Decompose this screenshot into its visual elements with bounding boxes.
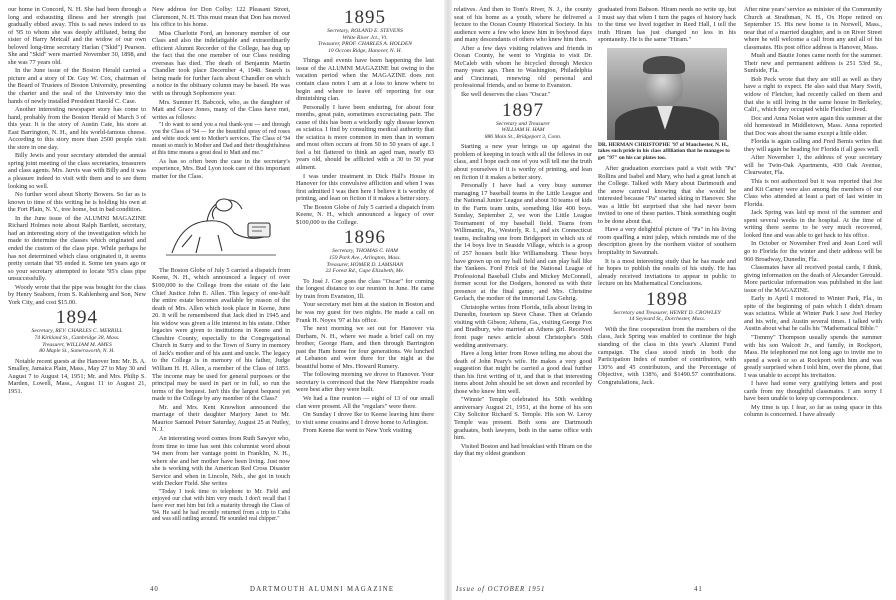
paragraph: To José J. Coe goes the class "Oscar" for coming the longest distance to our reunion in June. He came by train from Evanston, Ill. <box>296 277 434 300</box>
paragraph: Woody wrote that the pipe was bought for the class by Henry Seaborn, from S. Kahlenberg and Son, New York City, and cost $15.00. <box>8 283 146 306</box>
treasurer-line: Treasurer, HOMER D. LAMSHAN <box>326 261 404 268</box>
paragraph: Your secretary met him at the station in Boston and he was my guest for two nights. He made a call on Frank H. Noyes '97 at his office. <box>296 301 434 324</box>
quoted-letter: "Today I took time to telephone to Mr. Field and enjoyed our chat with him very much. I don't recall that I have ever met him but felt a maturity through the Class of '94. He said he had recently returned from a trip to Cuba and was still rattling around. He sounded real chipper." <box>152 488 290 523</box>
paragraph: From Keene Ike went to New York visiting <box>303 427 412 435</box>
paragraph: Personally I have had a very busy summer managing 17 baseball teams in the Little League and the National Junior League and about 30 teams of kids in the Farm team units, something like 400 boys. Sunday, September 2, we won the Little League Tournament of my baseball field. Teams from Willimantic, Pa., Westerly, R. I., and six Connecticut teams, including one from Bridgeport in which six of the 14 boys live in Seaside Village, which is a group of 257 houses built like Williamsburg. These boys have grown up on my ball field and can play ball like the Yankees. Ford Frick of the National League of Professional Baseball Clubs and Mickey McConnell, former scout for the Dodgers, honored us with their presence at the final game; and Mrs. Christine Gerlach, the mother of the immortal Lou Gehrig. <box>454 182 592 303</box>
paragraph: The next morning we set out for Hanover via Durham, N. H., where we made a brief call on my brother, George Ham, and then through Barrington past the Ham home for four generations. We lunched at Lebanon and were there for the night at the beautiful home of Mrs. Howard Rumery. <box>296 325 434 370</box>
left-column-2 <box>152 6 290 580</box>
issue-date: Issue of OCTOBER 1951 <box>456 586 546 593</box>
paragraph: Starting a new year brings us up against the problem of keeping in touch with all the fellows in our class, and I hope each one of you will tell me the truth about yourselves if it is worthy of printing, and lean on fiction if it makes a better story. <box>454 143 592 181</box>
page-number-right: 41 <box>694 586 703 593</box>
paragraph: Personally I have been enduring, for about four months, great pain, sometimes excruciating pain. The cause of this has been a wickedly ugly disease known as sciatica. I find by consulting medical authority that the sciatica is more common in men than in women and most often occurs at from 50 to 50 years of age. I feel a bit flattered to think an aged man, nearly 83 years old, should be afflicted with a 30 to 50 year ailment. <box>296 103 434 172</box>
paragraph: After graduation exercises paid a visit with "Pa" Rollins and Isabel and Mary, who had a great lunch at the College. Talked with Mary about Dartmouth and the snow carnival knowing that she would be interested because "Pa" started skiing in Hanover. She was a little bit surprised that she had never been invited to one of these parties. Think something ought to be done about that. <box>598 164 736 225</box>
secretary-address: 14 Seyward St., Dorchester, Mass. <box>628 316 706 323</box>
paragraph: Jack Spring was laid up most of the summer and spent several weeks in the hospital. At the time of writing there seems to be very much recovered, looked fine and was able to get back to his office. <box>744 209 882 239</box>
paragraph: The Boston Globe of July 5 carried a dispatch from Keene, N. H., which announced a legacy of over $100,000 to the College from the estate of the late Chief Justice John E. Allen. This legacy of one-half the entire estate becomes available by reason of the death of Mrs. Allen which took place in Keene, June 20. It will be remembered that Jack died in 1945 and his widow was given a life interest in his estate. Other legacies were given to institutions in Keene and in Cheshire County, especially to the Congregational Church in Surry and to the Town of Surry in memory of Jack's mother and of his aunt and uncle. The legacy to the College is in memory of his father, Judge William H. H. Allen, a member of the Class of 1855. The income may be used for general purposes or the principal may be used in part or in full, so run the terms of the bequest. Isn't this the largest bequest yet made to the College by any member of the Class? <box>152 266 290 403</box>
paragraph: After a few days visiting relatives and friends in Ocean County, he went to Virginia to visit Dr. McCaleb with whom he bicycled through Mexico many years ago. Then to Washington, Philadelphia and Cincinnati, renewing old personal and professional friends, and so home to Evanston. <box>454 44 592 90</box>
photo-caption: DR. HERMAN CHRISTOPHE '97 of Manchester, N. H., takes such pride in his class affiliation that he manages to get "97" on his car plates too. <box>598 141 730 161</box>
paragraph: In the June issue of the ALUMNI MAGAZINE Richard Holmes note about Ralph Bartlett, secretary, had an interesting story of the investigation which he made to determine the classes which originated and ended the custom of the class pipe. While perhaps he has not determined which class originated it, it seems pretty certain that '95 ended it. Some ten years ago or so your secretary attempted to locate '95's class pipe unsuccessfully. <box>8 214 146 283</box>
class-year: 1896 <box>344 227 386 249</box>
class-heading-1896 <box>296 228 434 274</box>
secretary-line: Secretary and Treasurer <box>495 120 551 127</box>
paragraph: After nine years' service as minister of the Community Church at Strathman, N. H., Ox Hope retired on September 15. His new home is in Norwell, Mass., near that of a married daughter, and is on River Street where he will welcome a call from any and all of his classmates. His post office address is Hanover, Mass. <box>744 6 882 51</box>
secretary-address: 74 Kirkland St., Cambridge 38, Mass. <box>34 334 120 341</box>
paragraph: Notable recent guests at the Hanover Inn: Mr. B. A. Smalley, Jamaica Plain, Mass., May 27 to May 30 and August 7 to August 14, 1951; Mr. and Mrs. Philip S. Marden, Lowell, Mass., August 11 to August 21, 1951. <box>8 357 146 395</box>
treasurer-line: Treasurer, WILLIAM M. AMES <box>42 341 112 348</box>
class-year: 1897 <box>502 99 544 121</box>
paragraph: Florida is again calling and Fred Bemis writes that they will again be heading for Florida if all goes well. <box>744 138 882 153</box>
class-year: 1898 <box>646 288 688 310</box>
class-heading-1897 <box>454 101 592 141</box>
paragraph: We had a fine reunion — eight of 13 of our small clan were present. All the "regulars" were there. <box>296 394 434 410</box>
paragraph: The Boston Globe of July 5 carried a dispatch from Keene, N. H., which announced a legacy of over $100,000 to the College. <box>296 203 434 226</box>
secretary-line: Secretary, THOMAS C. HAM <box>332 248 398 255</box>
paragraph: Doc and Anna Nolan were again this summer at the old homestead in Middletown, Mass. Anna reported that Doc was about the same except a little older. <box>744 114 882 137</box>
quoted-letter: "I do want to send you a real thank-you — and through you the Class of '94 — for the beautiful spray of red roses and white stock sent to Mother's services. The Class of '94 meant so much to Mother and Dad and their thoughtfulness at this time means a great deal to Matt and me." <box>152 122 290 156</box>
paragraph: It is a most interesting study that he has made and he hopes to publish the results of his study. He has already received invitations to appear in public to lecture on his Mathematical Conclusions. <box>598 257 736 288</box>
paragraph: In the June issue of the Boston Herald carried a picture and a story of Dr. Guy W. Cox, chairman of the Board of Trustees of Boston University, presenting the charter and the seal of the University into the hands of newly installed President Harold C. Case. <box>8 67 146 105</box>
treasurer-address: 10 Occom Ridge, Hanover, N. H. <box>328 47 402 54</box>
secretary-address: 886 Main St., Bridgeport 3, Conn. <box>484 133 562 140</box>
paragraph: Bob Peck wrote that they are still as well as they have a right to expect. He also said that Mary Swift, widow of Fletcher, had recently called on them and that she is still living in the same house in Berkeley, Calif., which they occupied while Fletcher lived. <box>744 75 882 114</box>
secretary-line: Secretary, REV. CHARLES C. MERRILL <box>31 328 123 335</box>
class-heading-1895 <box>296 8 434 54</box>
paragraph: After November 1, the address of your secretary will be Twin-Oak Apartments, 430 Oak Avenue, Clearwater, Fla. <box>744 154 882 177</box>
paragraph: Have a very delightful picture of "Pa" in his living room quaffing a mint julep, which reminds me of the description given by the northern visitor of southern hospitality in Savannah. <box>598 226 736 256</box>
secretary-name: WILLIAM H. HAM <box>501 127 545 134</box>
paragraph: "Tommy" Thompson usually spends the summer with his son Walcott Jr., and family, in Rockport, Mass. He telephoned me not long ago to invite me to spend a week or so at Rockport with him and was greatly surprised when I told him, over the phone, that I was unable to accept his invitation. <box>744 333 882 379</box>
paragraph: As has so often been the case in the secretary's experience, Mrs. Bud Lyon took care of this important matter for the Class. <box>152 157 290 180</box>
class-heading-1898 <box>598 290 736 323</box>
left-column-1 <box>8 6 146 580</box>
class-year: 1895 <box>344 7 386 28</box>
paragraph: relatives. And then to Tom's River, N. J., the county seat of his home as a youth, where he delivered a lecture to the Ocean County Historical Society. In his audience were a few who knew him in boyhood days and many descendants of others who knew him then. <box>454 6 592 44</box>
paragraph: The following morning we drove to Hanover. Your secretary is convinced that the New Hampshire roads were best after they were built. <box>296 371 434 394</box>
secretary-line: Secretary and Treasurer, HENRY D. CROWLEY <box>613 309 721 316</box>
paragraph: New address for Don Colby: 122 Pleasant Street, Claremont, N. H. This must mean that Don has moved his office to his home. <box>152 6 290 29</box>
paragraph: No further word about Shorty Bowers. So far as is known to time of this writing he is holding his own at the Fort Plain, N. Y., tree home, but in bad condition. <box>8 191 146 214</box>
secretary-address: 159 Park Ave., Arlington, Mass. <box>329 255 401 261</box>
portrait-photo <box>607 48 727 140</box>
right-column-3 <box>744 6 882 580</box>
paragraph: "Winnie" Temple celebrated his 50th wedding anniversary August 21, 1951, at the home of his son City Solicitor Richard S. Temple. His son W. Leroy Temple was present. Both sons are Dartmouth graduates, both lawyers, both in the same office with him. <box>454 396 592 442</box>
paragraph: Mrs. Sumner H. Babcock, who, as the daughter of Matt and Grace Jones, many of the Class have met, writes as follows: <box>152 98 290 121</box>
page-number-left: 40 <box>150 586 159 593</box>
right-column-1 <box>454 6 592 580</box>
paragraph: Billy Jewis and your secretary attended the annual spring joint meeting of the class secretaries, treasurers and class agents. Mrs. Jarvis was with Billy and it was a pleasure indeed to visit with them and to see them looking so well. <box>8 152 146 190</box>
paragraph: Another interesting newspaper story has come to hand, probably from the Boston Herald of March 3 of this year. It is the story of Austin Cate, his store at East Barrington, N. H., and his world-famous cheese. According to this story more than 2500 people visit the store in one day. <box>8 106 146 151</box>
paragraph: Classmates have all received postal cards, I think, giving information on the death of Alexander Gerould. More particular information was published in the last issue of the MAGAZINE. <box>744 264 882 294</box>
paragraph: My time is up. I fear, so far as using space in this column is concerned. I have already <box>744 403 882 419</box>
class-year: 1894 <box>56 307 98 329</box>
paragraph: Mr. and Mrs. Kent Knowlton announced the marriage of their daughter Marjory Janet to Mr. Maurice Samuel Peiser Saturday, August 25 at Nutley, N. J. <box>152 403 290 434</box>
treasurer-address: 22 Forest Rd., Cape Elizabeth, Me. <box>325 268 405 275</box>
paragraph: An interesting word comes from Ruth Sawyer who, from time to time has sent this columnist word about '94 men from her vantage point in Franklin, N. H., where she and her mother have been living. Just now she is working with the American Red Cross Disaster Service and when in Lincoln, Neb., she got in touch with Decker Field. She writes <box>152 434 290 488</box>
treasurer-line: Treasurer, PROF. CHARLES A. HOLDEN <box>317 41 412 48</box>
right-page <box>448 0 896 600</box>
paragraph: Miss Charlotte Ford, an honorary member of our Class and also the indefatigable and extraordinarily efficient Alumni Recorder of the College, has dug up the fact that the one member of our Class residing overseas has died. The death of Benjamin Martin Chandler took place December 4, 1948. Search is being made for further facts about Chandler on which a notice in the obituary column may be based. He was with us through Sophomore year. <box>152 29 290 98</box>
paragraph: Visited Boston and had breakfast with Hiram on the day that my oldest grandson <box>454 442 592 458</box>
paragraph: our home in Concord, N. H. She had been through a long and exhausting illness and her strength just gradually ebbed away. This is sad news indeed to us of '95 to whom she was deeply affiliated, being the sister of Harry Metcalf and the widow of our own beloved long-time secretary Harlan ("Skid") Pearson. She and "Skid" were married November 30, 1898, and she was 77 years old. <box>8 6 146 66</box>
paragraph: Christophe writes from Florida, tells about living in Dunedin, fourteen up Steve Chase. Then at Orlando visiting with Gibson; Athens, Ga., visiting George Fox and Bradbury, who married an Athens girl. Received front page news article about Christophe's 50th wedding anniversary. <box>454 303 592 349</box>
paragraph: Mush and Bautie Jones came north for the summer. Their new and permanent address is 251 53rd St., Sunfside, Fla. <box>744 52 882 75</box>
paragraph: I have had some very gratifying letters and post cards from my thoughtful classmates. I am sorry I have been unable to keep up correspondence. <box>744 380 882 403</box>
paragraph: Things and events have been happening the last issue of the ALUMNI MAGAZINE but owing to the vacation period when the MAGAZINE does not contain class notes I am at a loss to know where to begin and where to leave off reporting for our diminishing clan. <box>296 57 434 103</box>
paragraph: This is not authorized but it was reported that Joe and Kit Carney were also among the members of our Class who attended at least a part of last winter in Florida. <box>744 178 882 208</box>
left-column-3 <box>296 6 434 580</box>
class-logo-illustration <box>152 183 290 264</box>
secretary-address: White River Jct., Vt. <box>342 34 388 41</box>
right-column-2 <box>598 6 736 580</box>
paragraph: In October or November Fred and Jean Lord will go to Florida for the winter and their address will be 960 Broadway, Dunedin, Fla. <box>744 240 882 263</box>
paragraph: Have a long letter from Rowe telling me about the death of John Peary's wife. He makes a very good suggestion that might be carried a good deal further than his first writing of it, and that is that interesting items about John should be set down and recorded by those who knew him well. <box>454 350 592 395</box>
paragraph: With the fine cooperation from the members of the class, Jack Spring was enabled to continue the high standing of the class in this year's Alumni Fund campaign. The class stood ninth in both the Participation Index of number of contributors, with 130% and 45 contributors, and the Percentage of Objective, with 138%, and $1490.57 contributions. Congratulations, Jack. <box>598 325 736 386</box>
paragraph: graduated from Babson. Hiram needs no write up, but I must say that when I turn the pages of history back to the time we lived together in Reed Hall, I tell the truth Hiram has just changed no less in his spontaneity. He is the same "Hiram." <box>598 6 736 44</box>
paragraph: On Sunday I drove Ike to Keene leaving him there to visit some cousins and I drove home to Arlington. <box>296 411 434 426</box>
secretary-line: Secretary, ROLAND E. STEVENS <box>327 28 403 34</box>
paragraph: I was under treatment in Dick Hall's House in Hanover for this convulsive affliction and when I was first admitted I was then here I believe it is worthy of printing, and lean on fiction if it makes a better story. <box>296 172 434 203</box>
paragraph: Ike well deserves the class "Oscar." <box>461 91 551 99</box>
paragraph: Early in April I motored to Winter Park, Fla., in spite of the beginning of pain which I didn't dream was sciatica. While at Winter Park I saw Joel Herley and his wife, and Austin several times. I talked with Austin about what he calls his "Mathematical Bible." <box>744 295 882 333</box>
class-heading-1894 <box>8 308 146 354</box>
treasurer-address: 80 Maple St., Somersworth, N. H. <box>39 348 115 355</box>
magazine-title: DARTMOUTH ALUMNI MAGAZINE <box>250 586 395 593</box>
